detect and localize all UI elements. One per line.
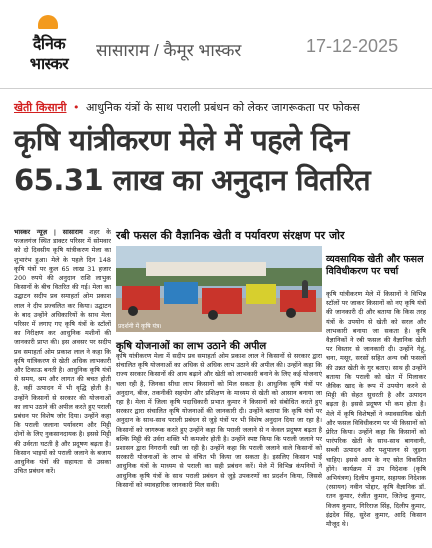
article-body: [14, 228, 426, 546]
logo-text-line2: भास्कर: [29, 54, 69, 73]
exhibition-photo: [116, 246, 322, 332]
photo-caption: प्रदर्शनी में कृषि यंत्र।: [118, 323, 162, 330]
kicker-line: [14, 100, 424, 115]
machine-red: [202, 288, 242, 314]
kicker-separator: •: [72, 101, 80, 114]
dainik-bhaskar-logo: [14, 13, 84, 77]
machine-red: [280, 290, 316, 312]
headline-line2: 65.31 लाख का अनुदान वितरित: [14, 163, 371, 197]
photo-headline: रबी फसल की वैज्ञानिक खेती व पर्यावरण संरक्षण पर जोर: [116, 229, 345, 242]
headline: [14, 120, 424, 200]
edition-name: सासाराम / कैमूर भास्कर: [96, 41, 242, 60]
mid-subheading: कृषि योजनाओं का लाभ उठाने की अपील: [116, 341, 267, 352]
machine-yellow: [246, 284, 276, 304]
header-divider: [0, 88, 432, 89]
machine-red: [122, 286, 160, 310]
article-column-mid: कृषि यांत्रीकरण मेला में सदीप प्रव समाहर्ता ओम प्रकाश लाल ने किसानों से सरकार द्वारा संचालित कृषि योजनाओं का अधिक से अधिक लाभ उठाने की अपील की। उन्होंने कहा कि राज्य सरकार किसानों की आय बढ़ाने और खेती को लाभकारी बनाने के लिए कई योजनाएं चला रही है, जिनका सीधा लाभ किसानों को मिल सकता है। आधुनिक कृषि यंत्रों पर अनुदान, बीज, तकनीकी सहयोग और प्रशिक्षण के माध्यम से खेती को आसान बनाया जा रहा है। मेला में जिला कृषि पदाधिकारी प्रभात कुमार ने किसानों को संबोधित करते हुए सरकार द्वारा संचालित कृषि योजनाओं की जानकारी दी। उन्होंने बताया कि कृषि यंत्रों पर अनुदान के साथ-साथ पराली प्रबंधन से जुड़े यंत्रों पर भी विशेष अनुदान दिया जा रहा है। किसानों को जागरूक करते हुए उन्होंने कहा कि पराली जलाने से न केवल प्रदूषण बढ़ता है बल्कि मिट्टी की उर्वरा शक्ति भी कमजोर होती है। उन्होंने स्पष्ट किया कि पराली जलाने पर प्रशासन द्वारा निगरानी रखी जा रही है। उन्होंने कहा कि पराली जलाने वाले किसानों को सरकारी योजनाओं के लाभ से वंचित भी किया जा सकता है। इसलिए किसान भाई आधुनिक यंत्रों के माध्यम से पराली का सही प्रबंधन करें। मेले में विभिन्न कंपनियों ने आधुनिक कृषि यंत्रों के साथ पराली प्रबंधन से जुड़े उपकरणों का प्रदर्शन किया, जिससे किसानों को व्यावहारिक जानकारी मिल सकी।: [116, 352, 322, 489]
article-text-left: शहर के फजलगंज स्थित डाक्टर परिसर में सोमवार को दो दिवसीय कृषि यांत्रीकरण मेला का शुभारंभ हुआ। मेले के पहले दिन 148 कृषि यंत्रों पर कुल 65 लाख 31 हजार 200 रुपये की अनुदान राशि लाभुक किसानों के बीच वितरित की गई। मेला का उद्घाटन सदीप प्रव समाहर्ता ओम प्रकाश लाल ने दीप प्रज्वलित कर किया। उद्घाटन के बाद उन्होंने अधिकारियों के साथ मेला परिसर में लगाए गए कृषि यंत्रों के स्टॉलों का निरीक्षण कर आधुनिक मशीनों की जानकारी प्राप्त की। इस अवसर पर सदीप प्रव समाहर्ता ओम प्रकाश लाल ने कहा कि कृषि यांत्रिकरण से खेती अधिक लाभकारी और टिकाऊ बनती है। आधुनिक कृषि यंत्रों से समय, श्रम और लागत की बचत होती है, वहीं उत्पादन में भी वृद्धि होती है। उन्होंने किसानों से सरकार की योजनाओं का लाभ उठाने की अपील करते हुए पराली प्रबंधन पर विशेष जोर दिया। उन्होंने कहा कि पराली जलाना पर्यावरण और मिट्टी दोनों के लिए नुकसानदायक है। इससे मिट्टी की उर्वरता घटती है और प्रदूषण बढ़ता है। किसान भाइयों को पराली जलाने के बजाय आधुनिक यंत्रों की सहायता से उसका उचित प्रबंधन करें।: [14, 228, 111, 476]
masthead: [0, 0, 432, 88]
sun-icon: [38, 15, 58, 29]
headline-line1: कृषि यांत्रीकरण मेले में पहले दिन: [14, 123, 349, 157]
logo-text-line1: दैनिक: [32, 34, 66, 53]
right-subheading: व्यवसायिक खेती और फसल विविधीकरण पर चर्चा: [326, 254, 424, 277]
machine-blue: [164, 282, 198, 304]
byline: भास्कर न्यूज़ | सासाराम: [14, 228, 83, 236]
person: [302, 280, 308, 298]
section-tag: खेती किसानी: [14, 101, 67, 114]
article-column-left: [14, 228, 111, 546]
edition-date: 17-12-2025: [306, 36, 399, 56]
article-column-right: कृषि यांत्रीकरण मेले में किसानों ने विभिन्न स्टॉलों पर जाकर किसानों को नए कृषि यंत्रों की जानकारी दी और बताया कि किस तरह यंत्रों के उपयोग से खेती को सरल और लाभकारी बनाया जा सकता है। कृषि वैज्ञानिकों ने रबी फसल की वैज्ञानिक खेती पर विस्तार से जानकारी दी। उन्होंने गेहूं, चना, मसूर, सरसों सहित अन्य रबी फसलों की उन्नत खेती के गुर बताए। साथ ही उन्होंने बताया कि पराली को खेत में मिलाकर जैविक खाद के रूप में उपयोग करने से मिट्टी की सेहत सुधरती है और उत्पादन बढ़ता है। इससे प्रदूषण भी कम होता है। मेले में कृषि विशेषज्ञों ने व्यावसायिक खेती और फसल विविधीकरण पर भी किसानों को प्रेरित किया। उन्होंने कहा कि किसानों को पारंपरिक खेती के साथ-साथ बागवानी, सब्जी उत्पादन और पशुपालन से जुड़ना चाहिए। इससे आय के नए स्रोत विकसित होंगे। कार्यक्रम में उप निदेशक (कृषि अभियंत्रण) दिलीप कुमार, सहायक निदेशक (रसायन) नवीन पोद्दार, कृषि वैज्ञानिक डॉ. रतन कुमार, रंजीत कुमार, जितेन्द्र कुमार, विजय कुमार, गिरिराज सिंह, दिलीप कुमार, इंद्रदेव सिंह, सुरेश कुमार, आदि किसान मौजूद थे।: [326, 290, 426, 529]
kicker-text: आधुनिक यंत्रों के साथ पराली प्रबंधन को लेकर जागरूकता पर फोकस: [85, 101, 360, 114]
